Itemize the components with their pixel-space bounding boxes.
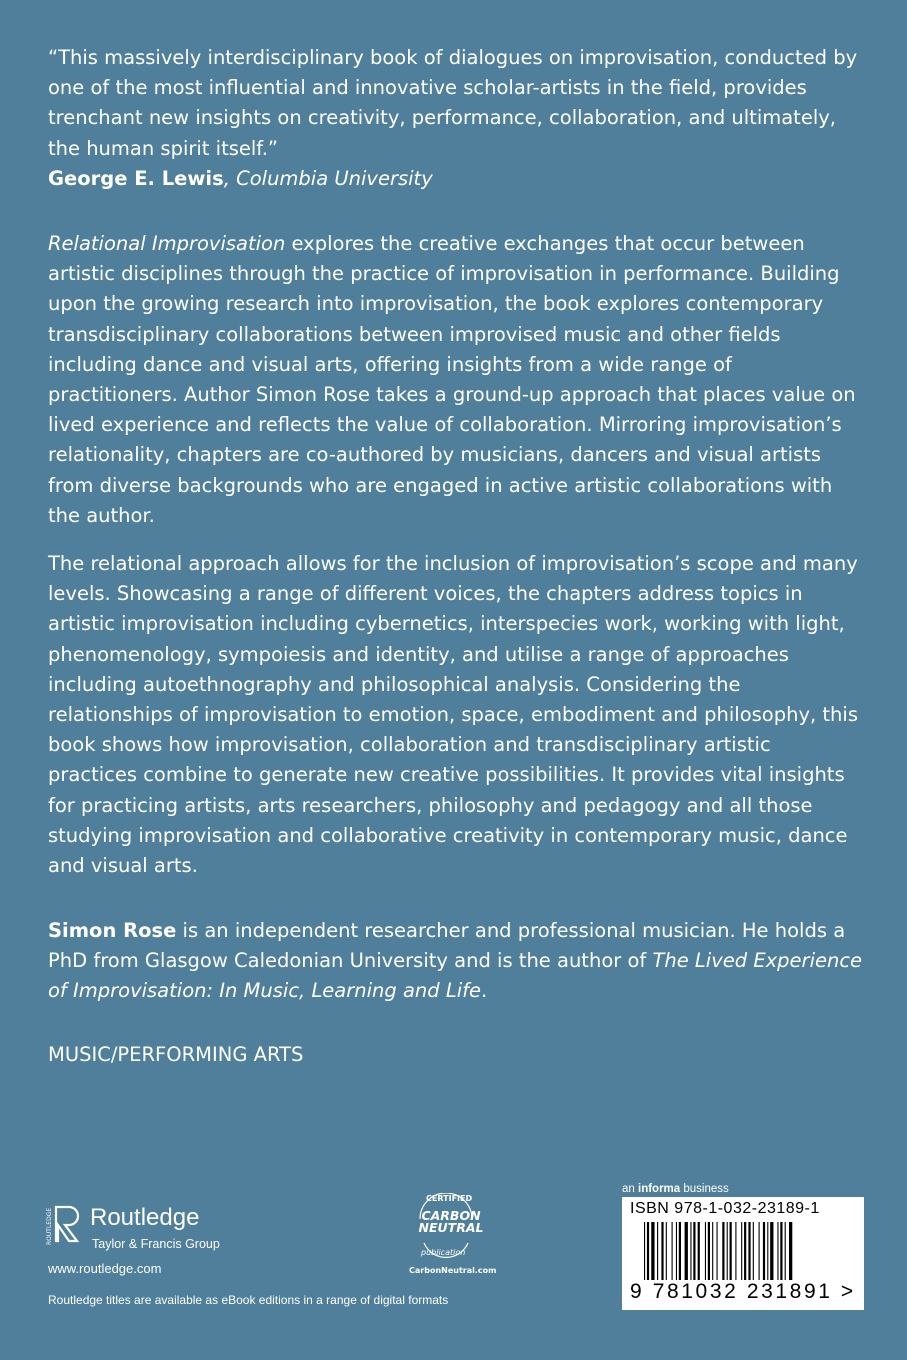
book-title: Relational Improvisation	[48, 232, 286, 255]
subject-category: MUSIC/PERFORMING ARTS	[48, 1043, 304, 1066]
barcode-bar	[777, 1222, 778, 1288]
barcode-panel	[622, 1197, 864, 1310]
barcode-bar	[753, 1222, 754, 1288]
barcode-bar	[785, 1222, 786, 1288]
publisher-url[interactable]: www.routledge.com	[48, 1261, 162, 1276]
carbon-publication: publication	[421, 1248, 466, 1257]
barcode-bar	[661, 1222, 663, 1288]
informa-suffix: business	[680, 1183, 729, 1195]
barcode-bar	[748, 1222, 750, 1288]
barcode-bar	[666, 1222, 667, 1288]
barcode-bar	[759, 1222, 760, 1288]
barcode-bar	[712, 1222, 713, 1288]
publisher-name: Routledge	[90, 1204, 200, 1231]
barcode-icon	[644, 1222, 840, 1288]
barcode-bar	[744, 1222, 746, 1288]
author-name: Simon Rose	[48, 919, 177, 942]
barcode-bar	[763, 1222, 765, 1288]
logo-vertical-text: ROUTLEDGE	[46, 1207, 53, 1245]
quote-author: George E. Lewis	[48, 166, 224, 190]
isbn-number: ISBN 978-1-032-23189-1	[630, 1200, 820, 1217]
author-bio-end: .	[481, 979, 488, 1003]
barcode-bar	[644, 1222, 645, 1288]
barcode-bar	[730, 1222, 732, 1288]
barcode-bar	[727, 1222, 728, 1288]
quote-attribution	[48, 167, 433, 190]
quote-text: “This massively interdisciplinary book of dialogues on improvisation, conducted by one of the most influential and innovative scholar-artists in the field, provides trenchant new insights on creativity, performance, collaboration, and ultimately, the human spirit itself.”	[48, 46, 858, 160]
carbon-neutral-label: CARBON NEUTRAL	[418, 1208, 484, 1235]
ebook-note: Routledge titles are available as eBook editions in a range of digital formats	[48, 1293, 449, 1307]
informa-business	[622, 1183, 729, 1195]
barcode-bar	[657, 1222, 658, 1288]
informa-bold: informa	[638, 1183, 681, 1195]
barcode-bar	[780, 1222, 782, 1288]
barcode-bar	[693, 1222, 695, 1288]
description-p1-text: explores the creative exchanges that occur between artistic disciplines through the practice of improvisation in performance. Building upon the growing research into improvisation, the book explores contemporary transdisciplinary collaborations between improvised music and other fields including dance and visual arts, offering insights from a wide range of practitioners. Author Simon Rose takes a ground-up approach that places value on lived experience and reflects the value of collaboration. Mirroring improvisation’s relationality, chapters are co-authored by musicians, dancers and visual artists from diverse backgrounds who are engaged in active artistic collaborations with the author.	[48, 232, 856, 527]
barcode-bar	[676, 1222, 677, 1288]
routledge-logo-icon	[46, 1203, 80, 1259]
barcode-bar	[717, 1222, 718, 1288]
endorsement-quote	[48, 43, 863, 194]
barcode-bar	[651, 1222, 654, 1288]
description-paragraph-2: The relational approach allows for the inclusion of improvisation’s scope and many levels. Showcasing a range of different voices, the chapters address topics in artistic improvisation including cybernetics, interspecies work, working with light, phenomenology, sympoiesis and identity, and utilise a range of approaches including autoethnography and philosophical analysis. Considering the relationships of improvisation to emotion, space, embodiment and philosophy, this book shows how improvisation, collaboration and transdisciplinary artistic practices combine to generate new creative possibilities. It provides vital insights for practicing artists, arts researchers, philosophy and pedagogy and all those studying improvisation and collaborative creativity in contemporary music, dance and visual arts.	[48, 552, 858, 878]
author-bio	[48, 916, 863, 1007]
barcode-bar	[698, 1222, 700, 1288]
barcode-bar	[789, 1222, 792, 1288]
barcode-bar	[690, 1222, 691, 1288]
carbon-certified: CERTIFIED	[426, 1194, 473, 1203]
quote-affiliation: , Columbia University	[223, 166, 433, 190]
barcode-bar	[767, 1222, 768, 1288]
carbon-url: CarbonNeutral.com	[409, 1266, 497, 1275]
author-other-book: The Lived Experience of Improvisation: In Music, Learning and Life	[48, 949, 863, 1003]
barcode-bar	[722, 1222, 724, 1288]
informa-prefix: an	[622, 1183, 638, 1195]
barcode-bar	[672, 1222, 673, 1288]
publisher-group: Taylor & Francis Group	[92, 1237, 220, 1251]
barcode-bar	[679, 1222, 681, 1288]
barcode-bar	[685, 1222, 688, 1288]
description-paragraph-1	[48, 229, 863, 531]
barcode-bar	[647, 1222, 649, 1288]
barcode-bar	[741, 1222, 742, 1288]
author-bio-text: is an independent researcher and professional musician. He holds a PhD from Glasgow Caledonian University and is the author of	[48, 919, 846, 973]
barcode-bar	[735, 1222, 736, 1288]
barcode-bar	[770, 1222, 773, 1288]
barcode-digits: 9 781032 231891 >	[630, 1280, 856, 1303]
barcode-bar	[708, 1222, 710, 1288]
barcode-bar	[705, 1222, 706, 1288]
